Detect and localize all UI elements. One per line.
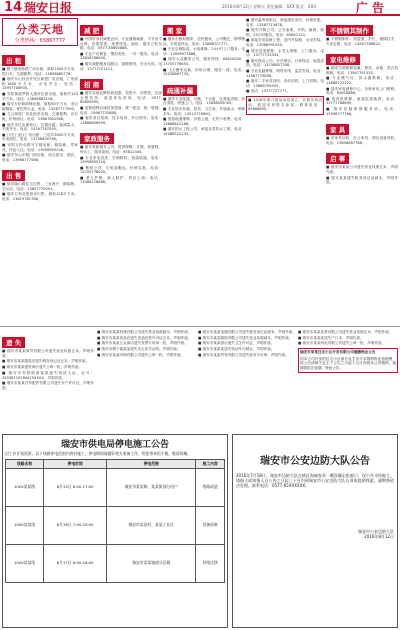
lost-notice: ■ 瑞安市某某服装店遗失税务登记证正本，声明作废。 — [2, 359, 90, 364]
table-cell: 8月16日 7:00-16:00 — [44, 506, 107, 544]
boxed-notice-text: ■ 2016年第六届运动营成立，开展各项活动，欢迎市民报名参加，联系电话：65866855。 — [248, 97, 322, 112]
lost-notice: ■ 瑞安市某某酒店遗失卫生许可证，声明作废。 — [198, 341, 275, 346]
classified-ad: ■ 飞云街道厂房及宿舍出租，交通便利，可分租，价格面议。电话：13867802588。 — [2, 112, 78, 121]
classified-ad: ■ 专业防水补漏，屋顶、卫生间、外墙渗水，保修多年。电话：13515776600。 — [163, 106, 245, 116]
classified-ad: ■ 瑞安家政服务公司，提供保姆、月嫂、育婴师、钟点工，服务周到。电话：65812345。 — [80, 145, 162, 154]
classified-ad: ■ 瑞安市蚂蚁搬家，居民搬家，公司搬迁，钢琴搬运，长短途货运。电话：13868707777。 — [163, 37, 245, 46]
lost-notice: ■ 瑞安市某某某遗失户口本，声明作废。 — [298, 335, 364, 340]
table-row — [6, 506, 225, 544]
lost-notice: ■ 瑞安市安阳街道某某遗失残疾人证，证号：33038119780415XXXX，声明作废。 — [2, 370, 94, 380]
classified-ad: ■ 电视机维修，液晶电视换屏。电话：13777788899。 — [326, 96, 398, 106]
page-header — [0, 0, 400, 16]
table-cell: 8月15日 6:00-17:00 — [44, 468, 107, 506]
outage-table-header — [6, 459, 225, 468]
classified-ad: ■ 专业电脑维修、网络布线、监控安装。电话：13587775858。 — [246, 68, 324, 78]
police-notice-signature — [236, 529, 394, 539]
classified-ad: ■ 塘下镇场桥路厂房出租，面积1500平方米，带行车，交通便利，电话：13858880776。 — [2, 67, 78, 76]
classified-ad: ■ 专业燃气灶、热水器维修。电话：13868722222。 — [326, 76, 398, 85]
classified-ad: ■ 专业产后修复、塑形美体，一对一服务。电话：13616786600。 — [80, 51, 162, 61]
classified-ad: ■ 瑞安东山东路门面出租，适合超市、酒店。电话：13968777588。 — [2, 153, 78, 162]
classified-column-4 — [246, 18, 324, 326]
power-notice-intro: 因工作计划需要，以下线路停电范围内将有施工，停电期间请做好相关准备工作，给您带来的不便，敬请谅解。 — [5, 451, 192, 456]
table-cell: 10kV某某线 — [6, 506, 44, 544]
classified-ad: ■ 飞云搬家运输，价格合理，服务一流。电话：15258867733。 — [163, 67, 245, 77]
column-header: 线路名称 — [6, 459, 44, 468]
lost-notice: ■ 瑞安市某某某遗失机动车行驶证，声明作废。 — [198, 347, 275, 352]
property-notice-title: 瑞安市某某住宅小区开发有限公司催缴物业公告 — [300, 350, 376, 355]
lost-notice: ■ 瑞安市某某电器有限公司遗失税务登记证副本，声明作废。 — [198, 330, 296, 334]
classified-ad: ■ 安阳万松东路写字楼出租，精装修，带家具，拎包入住。电话：13958905226。 — [2, 142, 78, 152]
classified-ad: ■ 瑞安开锁公司，公安备案，开锁、换锁、修锁，24小时服务。电话：65862110。 — [246, 28, 324, 37]
classified-ad: ■ 餐饮项目招商，技术培训，开店指导。电话：13868806999。 — [80, 116, 162, 125]
classified-ad: ■ 不锈钢制作：防盗窗、护栏、楼梯扶手，专业定做。电话：13857788822。 — [326, 37, 398, 46]
table-cell: 10kV某某线 — [6, 468, 44, 506]
column-header: 停电范围 — [107, 459, 196, 468]
table-cell: 线路改造 — [196, 468, 225, 506]
classified-ad: ■ 老人护理、病人陪护，持证上岗。电话：13566218866。 — [80, 175, 162, 185]
lost-notice: ■ 瑞安市某某机电有限公司遗失公章一枚，声明作废。 — [298, 341, 386, 346]
classified-ad: ■ 瑞安温州商旅社，承接婚丧喜庆，价格优惠。电话：13587713678。 — [246, 18, 324, 27]
table-cell: 瑞安市某某村、某某工业区 — [107, 506, 196, 544]
category-label: 启 事 — [326, 153, 349, 164]
classified-column-1 — [2, 18, 78, 326]
classified-ad: ■ 瑞安电脑维修服务部。电话：13958777766。 — [326, 106, 398, 116]
table-cell: 瑞安市某某路、某某街部分用户 — [107, 468, 196, 506]
lost-notice: ■ 瑞安市某某皮革有限公司遗失营业执照正本，声明作废。 — [298, 330, 393, 334]
category-label: 减 肥 — [80, 25, 103, 36]
lost-notice: ■ 瑞安市某某服饰有限公司遗失营业执照副本，声明作废。 — [198, 335, 293, 340]
classified-ad: ■ 搬家公司，长短途搬运，价格实惠。电话：13705778000。 — [80, 165, 162, 175]
classified-ad: ■ 瑞安专业疏通，马桶、下水道、化粪池清理，高压清洗，快速上门。电话：13858855000。 — [163, 96, 245, 106]
section-divider — [0, 326, 400, 327]
property-notice-box — [298, 348, 398, 372]
section-title: 广 告 — [355, 0, 384, 15]
newspaper-logo: 瑞安日报 — [24, 0, 73, 15]
classified-ad: ■ 中国好身材减肥会所，专业健康减重，不节食不反弹，效果显著，免费体验。地址：瑞安万松东路。电话：0577-65650888。 — [80, 37, 162, 51]
category-label: 招 商 — [80, 79, 103, 90]
classified-ad: ■ 瑞安本地品牌招商加盟，投资小、回报快，总部全程扶持，欢迎来电咨询。电话：0577-65809995。 — [80, 91, 162, 105]
category-label: 出 租 — [2, 55, 25, 66]
classified-ad: ■ 瑞安二手家具回收，高价回收，上门收购。电话：13868795555。 — [246, 79, 324, 88]
lost-notice: ■ 瑞安市某某汽车配件有限公司遗失开户许可证，声明作废。 — [2, 381, 94, 390]
column-header: 施工内容 — [196, 459, 225, 468]
lost-notice-column-3 — [198, 330, 296, 434]
classified-ad: ■ 瑞安大众搬家公司，服务热线：65820000、13705776655。 — [163, 57, 245, 66]
lost-notice: ■ 瑞安市塘下镇某某遗失出生医学证明，声明作废。 — [97, 347, 181, 352]
classified-ad: ■ 专业空调拆装、水电维修，24小时上门服务。电话：13958977888。 — [163, 47, 245, 56]
power-outage-notice — [2, 434, 228, 628]
lost-notice: ■ 瑞安市某某印刷有限公司遗失公章一枚，声明作废。 — [97, 352, 185, 357]
issue-meta: 2016年8月12日 星期五 责任编辑：XXX 版式：XXX — [222, 4, 317, 9]
classified-ad: ■ 瑞安管道维修、水龙头维修，上门服务。电话：13777733333。 — [246, 48, 324, 58]
banner-phone: 分类热线：65867777 — [14, 38, 66, 44]
classified-ad: ■ 瑞安某某遗失税务登记证副本，声明作废。 — [326, 175, 398, 185]
signature-date: 2016年8月12日 — [364, 533, 394, 539]
classified-ad: ■ 瑞安空调维修加氟、移机，冰箱、洗衣机维修。电话：13567791333。 — [326, 66, 398, 75]
classified-ad: ■ 瑞安东山经济开发区新建厂房出租，厂房面积1800平方米，水电齐全。电话：13957708900。 — [2, 77, 78, 91]
classified-ad: ■ 瑞安隆山路住宅出售，三室两厅，精装修，学区房。电话：13857770001。 — [2, 182, 78, 191]
table-row — [6, 468, 225, 506]
table-cell: 瑞安市某某镇部分区域 — [107, 544, 196, 582]
boxed-notice — [246, 96, 324, 115]
table-cell: 8月17日 6:00-18:00 — [44, 544, 107, 582]
classified-column-3 — [163, 18, 245, 326]
page-number: 14 — [4, 0, 23, 15]
table-cell: 杆线迁移 — [196, 544, 225, 582]
lost-notice: ■ 瑞安市某某食品店遗失食品经营许可证正本，声明作废。 — [97, 335, 192, 340]
classified-ad: ■ 电话：13777727777。 — [246, 89, 291, 94]
category-label: 搬 家 — [163, 25, 186, 36]
police-notice-text: 2016年7月18日，瑞安市边防大队在辖区海域查获一艘涉嫌走私船只，现公告寻找船主。请船主或知情人自公告之日起三十日内到瑞安市公安边防大队认领或提供线索，逾期将依法处理。联系电话：0577-65XXXXXX。 — [236, 473, 394, 489]
outage-table — [5, 459, 225, 583]
classified-ad: ■ 瑞安防水工程公司，承接各类防水工程。电话：15088522233。 — [163, 127, 245, 136]
classified-ad: ■ 瑞安万松花苑套房出售，面积128平方米。电话：13819781788。 — [2, 192, 78, 202]
table-cell: 10kV某某线 — [6, 544, 44, 582]
classified-ad: ■ 瑞安万松路商铺出租，面积60平方米，适合做服装、餐饮等行业。电话：13587777090。 — [2, 102, 78, 111]
category-label: 疏通补漏 — [163, 85, 197, 96]
classified-ad: ■ 瑞安保洁公司，开荒保洁、日常保洁、地毯清洗。电话：13758857788。 — [246, 58, 324, 68]
category-label: 家政服务 — [80, 133, 114, 144]
classified-ad: ■ 瑞安减肥瘦身加盟店，减脂塑形，安全有效。电话：13777701111。 — [80, 61, 162, 71]
lost-notice-column-4 — [298, 330, 398, 434]
classified-ad: ■ 旧家具回收，办公家具、酒店设备回收。电话：13806887788。 — [326, 136, 398, 145]
classified-ad: ■ 管道疏通维修，价格公道，无效不收费。电话：13868822288。 — [163, 117, 245, 126]
classified-column-2 — [80, 18, 162, 326]
category-label: 家电维修 — [326, 54, 360, 65]
category-label: 不锈钢其制作 — [326, 25, 373, 36]
table-cell: 设备检修 — [196, 506, 225, 544]
category-label: 出 售 — [2, 170, 25, 181]
category-label: 遗 失 — [2, 337, 25, 348]
classified-ad: ■ 瑞安市某某公司遗失营业执照正本，声明作废。 — [326, 165, 398, 174]
column-header: 停电时间 — [44, 459, 107, 468]
lost-notice: ■ 瑞安市某某贸易有限公司遗失财务专用章，声明作废。 — [198, 352, 289, 357]
lost-notice: ■ 瑞安市某某五金商店遗失发票专用章一枚，声明作废。 — [97, 341, 188, 346]
signature-org: 瑞安市公安边防大队 — [358, 528, 394, 534]
lost-notice-column-2 — [97, 330, 195, 434]
classified-banner — [2, 18, 78, 46]
ad-list — [2, 67, 78, 162]
classified-ad: ■ 瑞安市区店面转让，位置优越，客流量大，手续齐全。电话：15167787555。 — [2, 122, 78, 132]
category-label: 家 具 — [326, 124, 349, 135]
lost-notice: ■ 瑞安市某某建材商行遗失公章一枚，声明作废。 — [2, 365, 83, 370]
classified-ad: ■ 承接各类装修工程，室内外装修，水电安装。电话：13968991555。 — [246, 38, 324, 47]
classified-ad: ■ 专业家电清洗、空调移机、管道疏通。电话：13958855118。 — [80, 155, 162, 165]
classified-ad: ■ 安阳街道罗阳大道旁店面出租，面积约120平方米。电话：13806883118。 — [2, 91, 78, 101]
property-notice-text: 因本公司开发的住宅小区部分业主至今未缴纳物业管理费，现公告请相关业主于公告之日起十五日内到本公司缴纳，逾期将依法追缴。特此公告。 — [300, 356, 396, 370]
power-notice-title: 瑞安市供电局停电施工公告 — [60, 440, 169, 450]
classified-column-5 — [326, 18, 398, 326]
lost-notice-column-1 — [2, 330, 94, 434]
police-notice-title: 瑞安市公安边防大队公告 — [260, 456, 370, 467]
classified-ad: ■ 瑞安家电维修中心，各种家电上门维修。电话：65818888。 — [326, 86, 398, 96]
lost-notice: ■ 瑞安市某某机械有限公司遗失营业执照副本，声明作废。 — [97, 330, 192, 334]
banner-title: 分类天地 — [16, 23, 64, 36]
table-row — [6, 544, 225, 582]
classified-ad: ■ 汀田工业区厂房出租，三层共3000平方米，水电到位。电话：13706600766。 — [2, 132, 78, 142]
border-police-notice — [232, 434, 398, 628]
lost-notice: ■ 瑞安市某某商贸有限公司遗失营业执照正本，声明作废。 — [2, 349, 94, 358]
classified-ad: ■ 连锁便利店诚招加盟商，统一配送，统一管理。电话：15967735888。 — [80, 105, 162, 115]
